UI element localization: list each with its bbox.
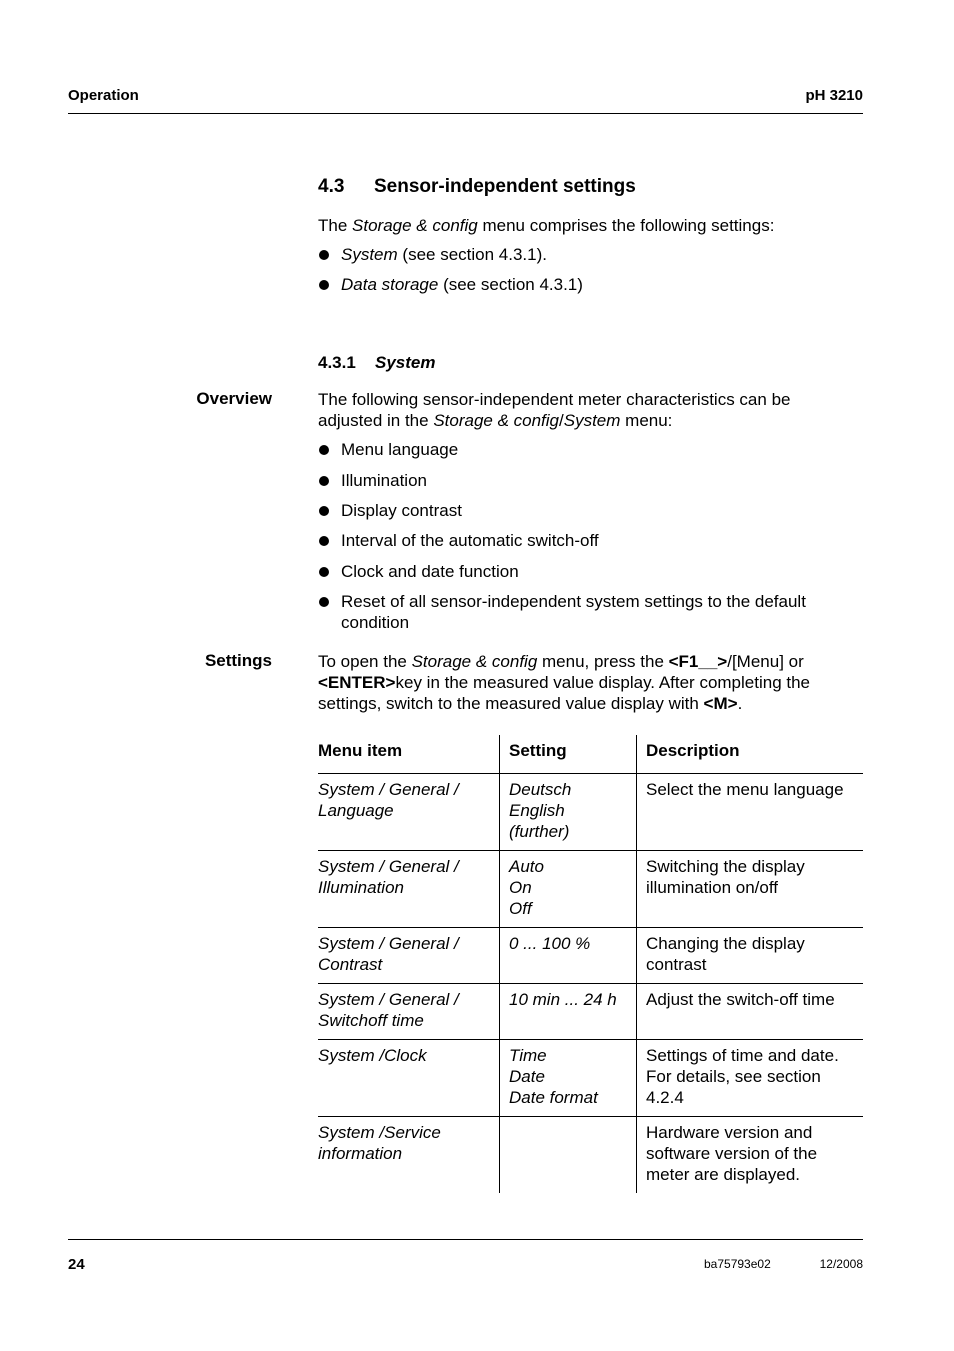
- section-number: 4.3: [318, 176, 345, 197]
- setting-value: Deutsch: [509, 780, 572, 799]
- intro-text-end: menu comprises the following settings:: [477, 216, 775, 235]
- overview-paragraph: [318, 389, 863, 431]
- description-cell: Settings of time and date. For details, see section 4.2.4: [637, 1040, 864, 1117]
- menu-item-cell: [318, 851, 500, 928]
- list-item-italic: Data storage: [341, 275, 439, 294]
- footer-rule: [68, 1239, 863, 1240]
- menu-path-line: System /Clock: [318, 1046, 427, 1065]
- setting-cell: [500, 774, 637, 851]
- intro-menu-name: Storage & config: [352, 216, 478, 235]
- settings-text: /[Menu] or: [727, 652, 804, 671]
- overview-text: adjusted in the: [318, 411, 434, 430]
- page-number: 24: [68, 1256, 85, 1273]
- list-item: [318, 470, 863, 491]
- list-item-text: Reset of all sensor-independent system settings to the default condition: [341, 592, 806, 632]
- setting-value: Time: [509, 1046, 547, 1065]
- setting-cell: [500, 1040, 637, 1117]
- description-cell: Select the menu language: [637, 774, 864, 851]
- overview-line: [318, 410, 863, 431]
- list-item-text: (see section 4.3.1): [438, 275, 583, 294]
- key-m: <M>: [703, 694, 738, 713]
- setting-value: Date format: [509, 1088, 598, 1107]
- overview-text-end: menu:: [620, 411, 673, 430]
- list-item: [318, 591, 863, 633]
- list-item-italic: System: [341, 245, 398, 264]
- list-item-text: Display contrast: [341, 501, 462, 520]
- overview-separator: /: [559, 411, 564, 430]
- menu-item-cell: [318, 1040, 500, 1117]
- list-item-text: (see section 4.3.1).: [397, 245, 547, 264]
- list-item: [318, 500, 863, 521]
- section-title: Sensor-independent settings: [374, 176, 636, 197]
- table-row: [318, 774, 863, 851]
- section-intro: [318, 215, 863, 236]
- settings-text: menu, press the: [537, 652, 669, 671]
- menu-path-line: System /Service: [318, 1123, 441, 1142]
- setting-cell: [500, 928, 637, 984]
- list-item: [318, 439, 863, 460]
- intro-text: The: [318, 216, 353, 235]
- table-row: [318, 984, 863, 1040]
- list-item: [318, 274, 863, 295]
- menu-path-line: Contrast: [318, 955, 383, 974]
- menu-path-line: Switchoff time: [318, 1011, 424, 1030]
- menu-path-line: Illumination: [318, 878, 404, 897]
- settings-text: To open the: [318, 652, 412, 671]
- menu-item-cell: [318, 774, 500, 851]
- settings-menu-name: Storage & config: [411, 652, 538, 671]
- setting-value: (further): [509, 822, 570, 841]
- table-header-row: [318, 735, 863, 774]
- overview-menu-name: Storage & config: [433, 411, 560, 430]
- bullet-icon: [319, 506, 329, 516]
- document-id: ba75793e02: [704, 1257, 771, 1271]
- overview-submenu-name: System: [563, 411, 621, 430]
- list-item-text: Illumination: [341, 471, 427, 490]
- menu-path-line: System / General /: [318, 990, 459, 1009]
- menu-item-cell: [318, 1117, 500, 1194]
- settings-table: [318, 735, 863, 1193]
- key-f1: <F1__>: [668, 652, 728, 671]
- column-header-menu-item: Menu item: [318, 735, 500, 774]
- menu-item-cell: [318, 984, 500, 1040]
- setting-value: 10 min ... 24 h: [509, 990, 617, 1009]
- list-item-text: Clock and date function: [341, 562, 519, 581]
- settings-text: .: [737, 694, 743, 713]
- header-product-name: pH 3210: [805, 87, 863, 104]
- side-label-settings: Settings: [204, 651, 272, 670]
- setting-cell: [500, 1117, 637, 1194]
- header-section-title: Operation: [68, 87, 139, 104]
- bullet-icon: [319, 476, 329, 486]
- description-cell: Hardware version and software version of the meter are displayed.: [637, 1117, 864, 1194]
- list-item: [318, 561, 863, 582]
- setting-value: Date: [509, 1067, 545, 1086]
- menu-path-line: Language: [318, 801, 394, 820]
- bullet-icon: [319, 280, 329, 290]
- subsection-title: System: [375, 353, 436, 372]
- list-item: [318, 244, 863, 265]
- list-item-text: Interval of the automatic switch-off: [341, 531, 599, 550]
- column-header-description: Description: [637, 735, 864, 774]
- bullet-icon: [319, 536, 329, 546]
- section-heading-4-3: [318, 176, 636, 198]
- setting-cell: [500, 984, 637, 1040]
- column-header-setting: Setting: [500, 735, 637, 774]
- menu-path-line: System / General /: [318, 780, 459, 799]
- table-row: [318, 928, 863, 984]
- section-heading-4-3-1: [318, 353, 435, 373]
- settings-paragraph: [318, 651, 863, 714]
- setting-value: Auto: [509, 857, 544, 876]
- description-cell: Switching the display illumination on/off: [637, 851, 864, 928]
- subsection-number: 4.3.1: [318, 353, 356, 372]
- menu-path-line: information: [318, 1144, 403, 1163]
- setting-value: Off: [509, 899, 532, 918]
- bullet-icon: [319, 597, 329, 607]
- table-row: [318, 1040, 863, 1117]
- table-row: [318, 851, 863, 928]
- menu-path-line: System / General /: [318, 934, 459, 953]
- document-date: 12/2008: [819, 1257, 863, 1271]
- description-cell: Changing the display contrast: [637, 928, 864, 984]
- header-rule: [68, 113, 863, 114]
- side-label-overview: Overview: [196, 389, 272, 408]
- setting-cell: [500, 851, 637, 928]
- key-enter: <ENTER>: [318, 673, 396, 692]
- bullet-icon: [319, 567, 329, 577]
- menu-path-line: System / General /: [318, 857, 459, 876]
- description-cell: Adjust the switch-off time: [637, 984, 864, 1040]
- setting-value: On: [509, 878, 532, 897]
- list-item-text: Menu language: [341, 440, 459, 459]
- overview-line: The following sensor-independent meter characteristics can be: [318, 390, 791, 409]
- setting-value: 0 ... 100 %: [509, 934, 591, 953]
- setting-value: English: [509, 801, 565, 820]
- settings-text: key in the measured value display. After completing the settings, switch to the measured value display with: [318, 673, 811, 713]
- bullet-icon: [319, 250, 329, 260]
- table-row: [318, 1117, 863, 1194]
- bullet-icon: [319, 445, 329, 455]
- menu-item-cell: [318, 928, 500, 984]
- list-item: [318, 530, 863, 551]
